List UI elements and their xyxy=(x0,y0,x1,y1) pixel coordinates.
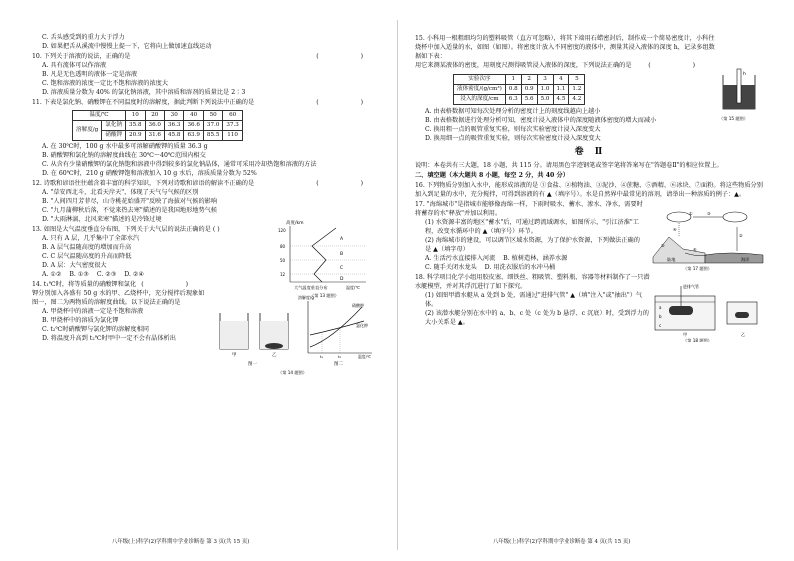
q11-option: C. 从含有少量硝酸钾的氯化钠饱和溶液中得到较多的氯化钠晶体，通常可采用冷却热饱和溶液的方法 xyxy=(42,160,317,168)
q15-cont: ( ) 用它来测某液体的密度，用刻度尺测得吸管浸入液体的深度，下列说法正确的是 xyxy=(415,61,715,69)
q15-option: B. 由表格数据进行处理分析可知，密度计浸入液体中的深度随液体密度的增大而减小 xyxy=(425,116,657,124)
q12-stem: ( ) 12. 诗歌和谚语往往蕴含着丰富的科学知识，下列对诗歌和谚语的解读不正确的是 xyxy=(32,179,383,187)
svg-text:t₁: t₁ xyxy=(320,353,324,359)
beaker-jia xyxy=(220,313,248,349)
q17-options: A. 生活污水直接排入河流 B. 植树造林，涵养水源 xyxy=(425,254,568,262)
q14-stem: ( ) 14. t₁℃时，将等质量的硝酸钾和氯化钾分别加入各盛有 50 g 水的甲、乙烧杯中，充分搅拌后现象如图一，图二为两物质的溶解度曲线。以下说法正确的是 xyxy=(32,280,208,306)
figure-caption: （第 13 题图） xyxy=(310,292,339,298)
svg-text:B: B xyxy=(340,251,344,257)
svg-text:b: b xyxy=(659,313,662,319)
svg-text:甲: 甲 xyxy=(232,352,237,358)
q10-bracket: ( ) xyxy=(316,52,383,60)
page-footer: 八年级(上)科学(2)学科期中学业诊断卷 第 3 页(共 15 页) xyxy=(112,539,250,546)
depth-label: h xyxy=(743,72,746,77)
q14-option: B. 甲烧杯中的溶质为氯化钾 xyxy=(42,316,119,324)
q10-option: B. 凡是无色透明的液体一定是溶液 xyxy=(42,70,138,78)
q13-option: B. A 层气温随高度的增加而升高 xyxy=(42,243,132,251)
q13-option: A. 只有 A 层，几乎集中了全部水汽 xyxy=(42,234,140,242)
q13-option: D. A 层：大气密度很大 xyxy=(42,261,107,269)
q14-figure xyxy=(212,293,382,379)
q18-sub2: (2) 该潜水艇分别在水中的 a、b、c 处（c 处为 b 悬浮、c 沉底）时，受到浮力的大小关系是 ▲。 xyxy=(425,309,649,326)
chart-title: 大气温度垂直分布 xyxy=(294,284,328,290)
q10-stem: ( ) 10. 下列关于溶液的说法，正确的是 xyxy=(32,52,383,60)
table-row: 浸入的深度/cm 6.3 5.6 5.0 4.5 4.2 xyxy=(454,94,585,104)
q17-sub1: (1) 水资源丰富的地区"蓄水"后，可通过跨流域调水，如图所示，"引江济淮"工程，改变水循环中的 ▲（填序号）环节。 xyxy=(425,218,639,235)
q11-option: D. 在 60℃时，210 g 硝酸钾饱和溶液加入 10 g 水后，溶质质量分数为 52% xyxy=(42,169,257,177)
svg-text:D: D xyxy=(340,276,344,282)
section-title: 卷 Ⅱ xyxy=(574,146,607,157)
svg-text:⑥: ⑥ xyxy=(693,246,697,252)
q17-text: 17. "海绵城市"是指城市能够像海绵一样，下雨时吸水、蓄水、渗水、净水，需要时将蓄存的水"释放"并加以利用。 xyxy=(415,200,643,217)
svg-text:50: 50 xyxy=(280,257,286,263)
q12-option: C. "九月蒲柳秋后落，不觉来热去寒"描述的是我国地形地势气候 xyxy=(42,206,218,214)
q12-option: A. "草安西北斗，北看天岸天"，体现了天气与气候的区别 xyxy=(42,188,199,196)
q10-option: C. 饱和溶液的浓度一定比不饱和溶液的浓度大 xyxy=(42,79,169,87)
svg-text:氯化钾: 氯化钾 xyxy=(356,322,368,328)
q10-option: A. 具有流体可以作溶液 xyxy=(42,61,107,69)
svg-text:乙: 乙 xyxy=(741,331,746,337)
figure-caption: （第 17 题图） xyxy=(683,265,712,271)
table-row: 液体密度/(g/cm³) 0.8 0.9 1.0 1.1 1.2 xyxy=(454,84,585,94)
q15-option: A. 由表格数据可知每次处理分析的密度计上的刻度线越向上越小 xyxy=(425,107,601,115)
svg-text:溶解度/g: 溶解度/g xyxy=(298,294,314,300)
q10-option: D. 溶液质量分数为 40% 的氯化钠溶液，其中溶质和溶剂的质量比是 2∶3 xyxy=(42,88,246,96)
svg-text:A: A xyxy=(340,236,344,242)
svg-text:甲: 甲 xyxy=(683,331,688,337)
submarine-model xyxy=(669,306,693,315)
svg-text:④: ④ xyxy=(673,226,677,232)
curve-kno3 xyxy=(310,307,362,347)
svg-text:80: 80 xyxy=(280,243,286,249)
table-row: 硝酸钾 20.9 31.6 45.8 63.9 85.5 110 xyxy=(73,130,243,140)
q13-answers: A. ①② B. ①③ C. ②③ D. ②④ xyxy=(42,270,145,278)
svg-text:温度/℃: 温度/℃ xyxy=(346,284,360,290)
page-footer: 八年级(上)科学(2)学科期中学业诊断卷 第 4 页(共 15 页) xyxy=(493,539,631,546)
q18-sub1: (1) 如图甲潜水艇从 a 处到 b 处，需通过"进排气管" ▲（填"注入"或"抽出"）气体。 xyxy=(425,291,643,308)
q15-stem: 15. 小科用一根粗细均匀的塑料吸管（直方可忽略），将其下端用石蜡密封后，制作成一个简易密度计，小科往烧杯中加入适量的水，如图（如图）。将密度计放入不同密度的液体中，测量其浸入液体的深度 h，记录多组数据如下表： xyxy=(415,35,715,60)
svg-text:①: ① xyxy=(689,210,693,216)
density-table xyxy=(453,74,585,105)
svg-text:⑤: ⑤ xyxy=(661,242,665,248)
table-row: 实验次序 1 2 3 4 5 xyxy=(454,74,585,84)
q13-option: C. C 层气温随高度的升高而降低 xyxy=(42,252,132,260)
q14-option: C. t₂℃时硝酸钾与氯化钾的溶解度相同 xyxy=(42,325,149,333)
solubility-table: 温度/℃ 10 20 30 40 50 60 溶解度/g 氯化钠 35.8 36.0 36.3 36.6 37.0 37.3 硝酸钾 20.9 31.6 45.8 63.9 85.5 110 xyxy=(72,110,243,141)
chart-ylabel: 高度/km xyxy=(286,220,304,226)
table-header-temp: 温度/℃ xyxy=(73,110,126,120)
submarine-figure xyxy=(651,282,767,342)
svg-text:12: 12 xyxy=(280,271,286,277)
q9-option-d: D. 如果把舌从溪流中慢慢上提一下，它将向上做加速直线运动 xyxy=(42,42,212,50)
instructions: 说明：本卷共有三大题，18 小题，共 115 分。请用黑色字迹钢笔或签字笔将答案写在"答题卷Ⅱ"的相应位置上。 xyxy=(415,161,723,169)
water-cycle-figure xyxy=(649,207,767,273)
right-page xyxy=(397,0,794,561)
q13-stem: 13. 如图是大气温度垂直分布图，下列关于大气层的说法正确的是 ( ) xyxy=(32,225,220,233)
svg-text:t₂: t₂ xyxy=(338,353,342,359)
q11-option: A. 在 30℃时，100 g 水中最多可溶解硝酸钾的质量 36.3 g xyxy=(42,142,208,150)
q15-option: C. 换用粗一点的吸管重复实验，则每次实验密度计浸入深度变大 xyxy=(425,125,601,133)
q18-text: 18. 科学项目化学小组用胶皮塞、细铁丝、粗吸管、塑料瓶、容器等材料制作了一只潜水艇模型，并对其浮沉进行了如下探究。 xyxy=(415,273,650,290)
svg-text:120: 120 xyxy=(278,227,286,233)
densimeter-figure xyxy=(715,65,765,125)
svg-text:③: ③ xyxy=(707,210,711,216)
solubility-curves xyxy=(298,294,372,367)
svg-text:乙: 乙 xyxy=(272,352,277,358)
q11-option: B. 硝酸钾和氯化钠的溶解度曲线在 30℃～40℃范围内相交 xyxy=(42,151,206,159)
table-row: 溶解度/g 氯化钠 35.8 36.0 36.3 36.6 37.0 37.3 xyxy=(73,120,243,130)
part-heading: 二、填空题（本大题共 8 小题，每空 2 分，共 40 分） xyxy=(415,171,569,179)
q17-sub2: (2) 海绵城市的建设，可以调节区域水资源，为了保护水资源，下列做法正确的是 ▲（填字母） xyxy=(425,236,640,253)
q14-option: A. 甲烧杯中的溶液一定是不饱和溶液 xyxy=(42,307,144,315)
q15-option: D. 换用细一点的吸管重复实验，则每次实验密度计浸入深度变大 xyxy=(425,134,601,142)
svg-text:温度/℃: 温度/℃ xyxy=(358,353,372,359)
figure-caption: （第 14 题图） xyxy=(278,369,307,375)
cloud-icon xyxy=(723,212,747,222)
svg-text:C: C xyxy=(340,265,344,271)
svg-text:a: a xyxy=(659,304,662,310)
cloud-icon xyxy=(667,212,691,222)
beaker-yi xyxy=(260,313,288,349)
q17-options: C. 随手关闭水龙头 D. 用洗衣服后的水冲马桶 xyxy=(425,263,556,271)
figure-caption: （第 18 题图） xyxy=(683,337,712,342)
svg-text:进排气管: 进排气管 xyxy=(683,283,699,289)
svg-text:图一: 图一 xyxy=(248,361,257,367)
q16-text: 16. 下列物质分别加入水中，能形成溶液的是 ①食盐、②植物油、③泥沙、④蔗糖、⑤酒精、⑥冰块、⑦面粉。将这些物质分别加入到足量的水中，充分搅拌，可得到溶液的有 ▲（填序号）。水是自然界中最常见的溶剂，请举出一种溶质的例子：▲。 xyxy=(415,181,763,198)
q12-option: B. "人间四月芳菲尽，山寺桃花始盛开"反映了海拔对气候的影响 xyxy=(42,197,218,205)
q9-option-c: C. 舌头感受到的重力大于浮力 xyxy=(42,34,125,41)
svg-text:c: c xyxy=(659,322,662,328)
q12-option: D. "大雨淋漓，北风来寒"描述的是冷锋过境 xyxy=(42,215,162,223)
svg-text:图二: 图二 xyxy=(334,361,343,367)
figure-caption: （第 15 题图） xyxy=(719,116,748,121)
q14-option: D. 将温度升高到 t₂℃时甲中一定不会有晶体析出 xyxy=(42,334,176,342)
svg-text:硝酸钾: 硝酸钾 xyxy=(352,302,364,308)
svg-text:陆地: 陆地 xyxy=(667,256,676,262)
svg-text:②: ② xyxy=(739,232,743,238)
svg-text:海洋: 海洋 xyxy=(741,256,750,262)
q11-stem: ( ) 11. 下表是氯化钠、硝酸钾在不同温度时的溶解度，据此判断下列说法中正确的是 xyxy=(32,98,383,106)
